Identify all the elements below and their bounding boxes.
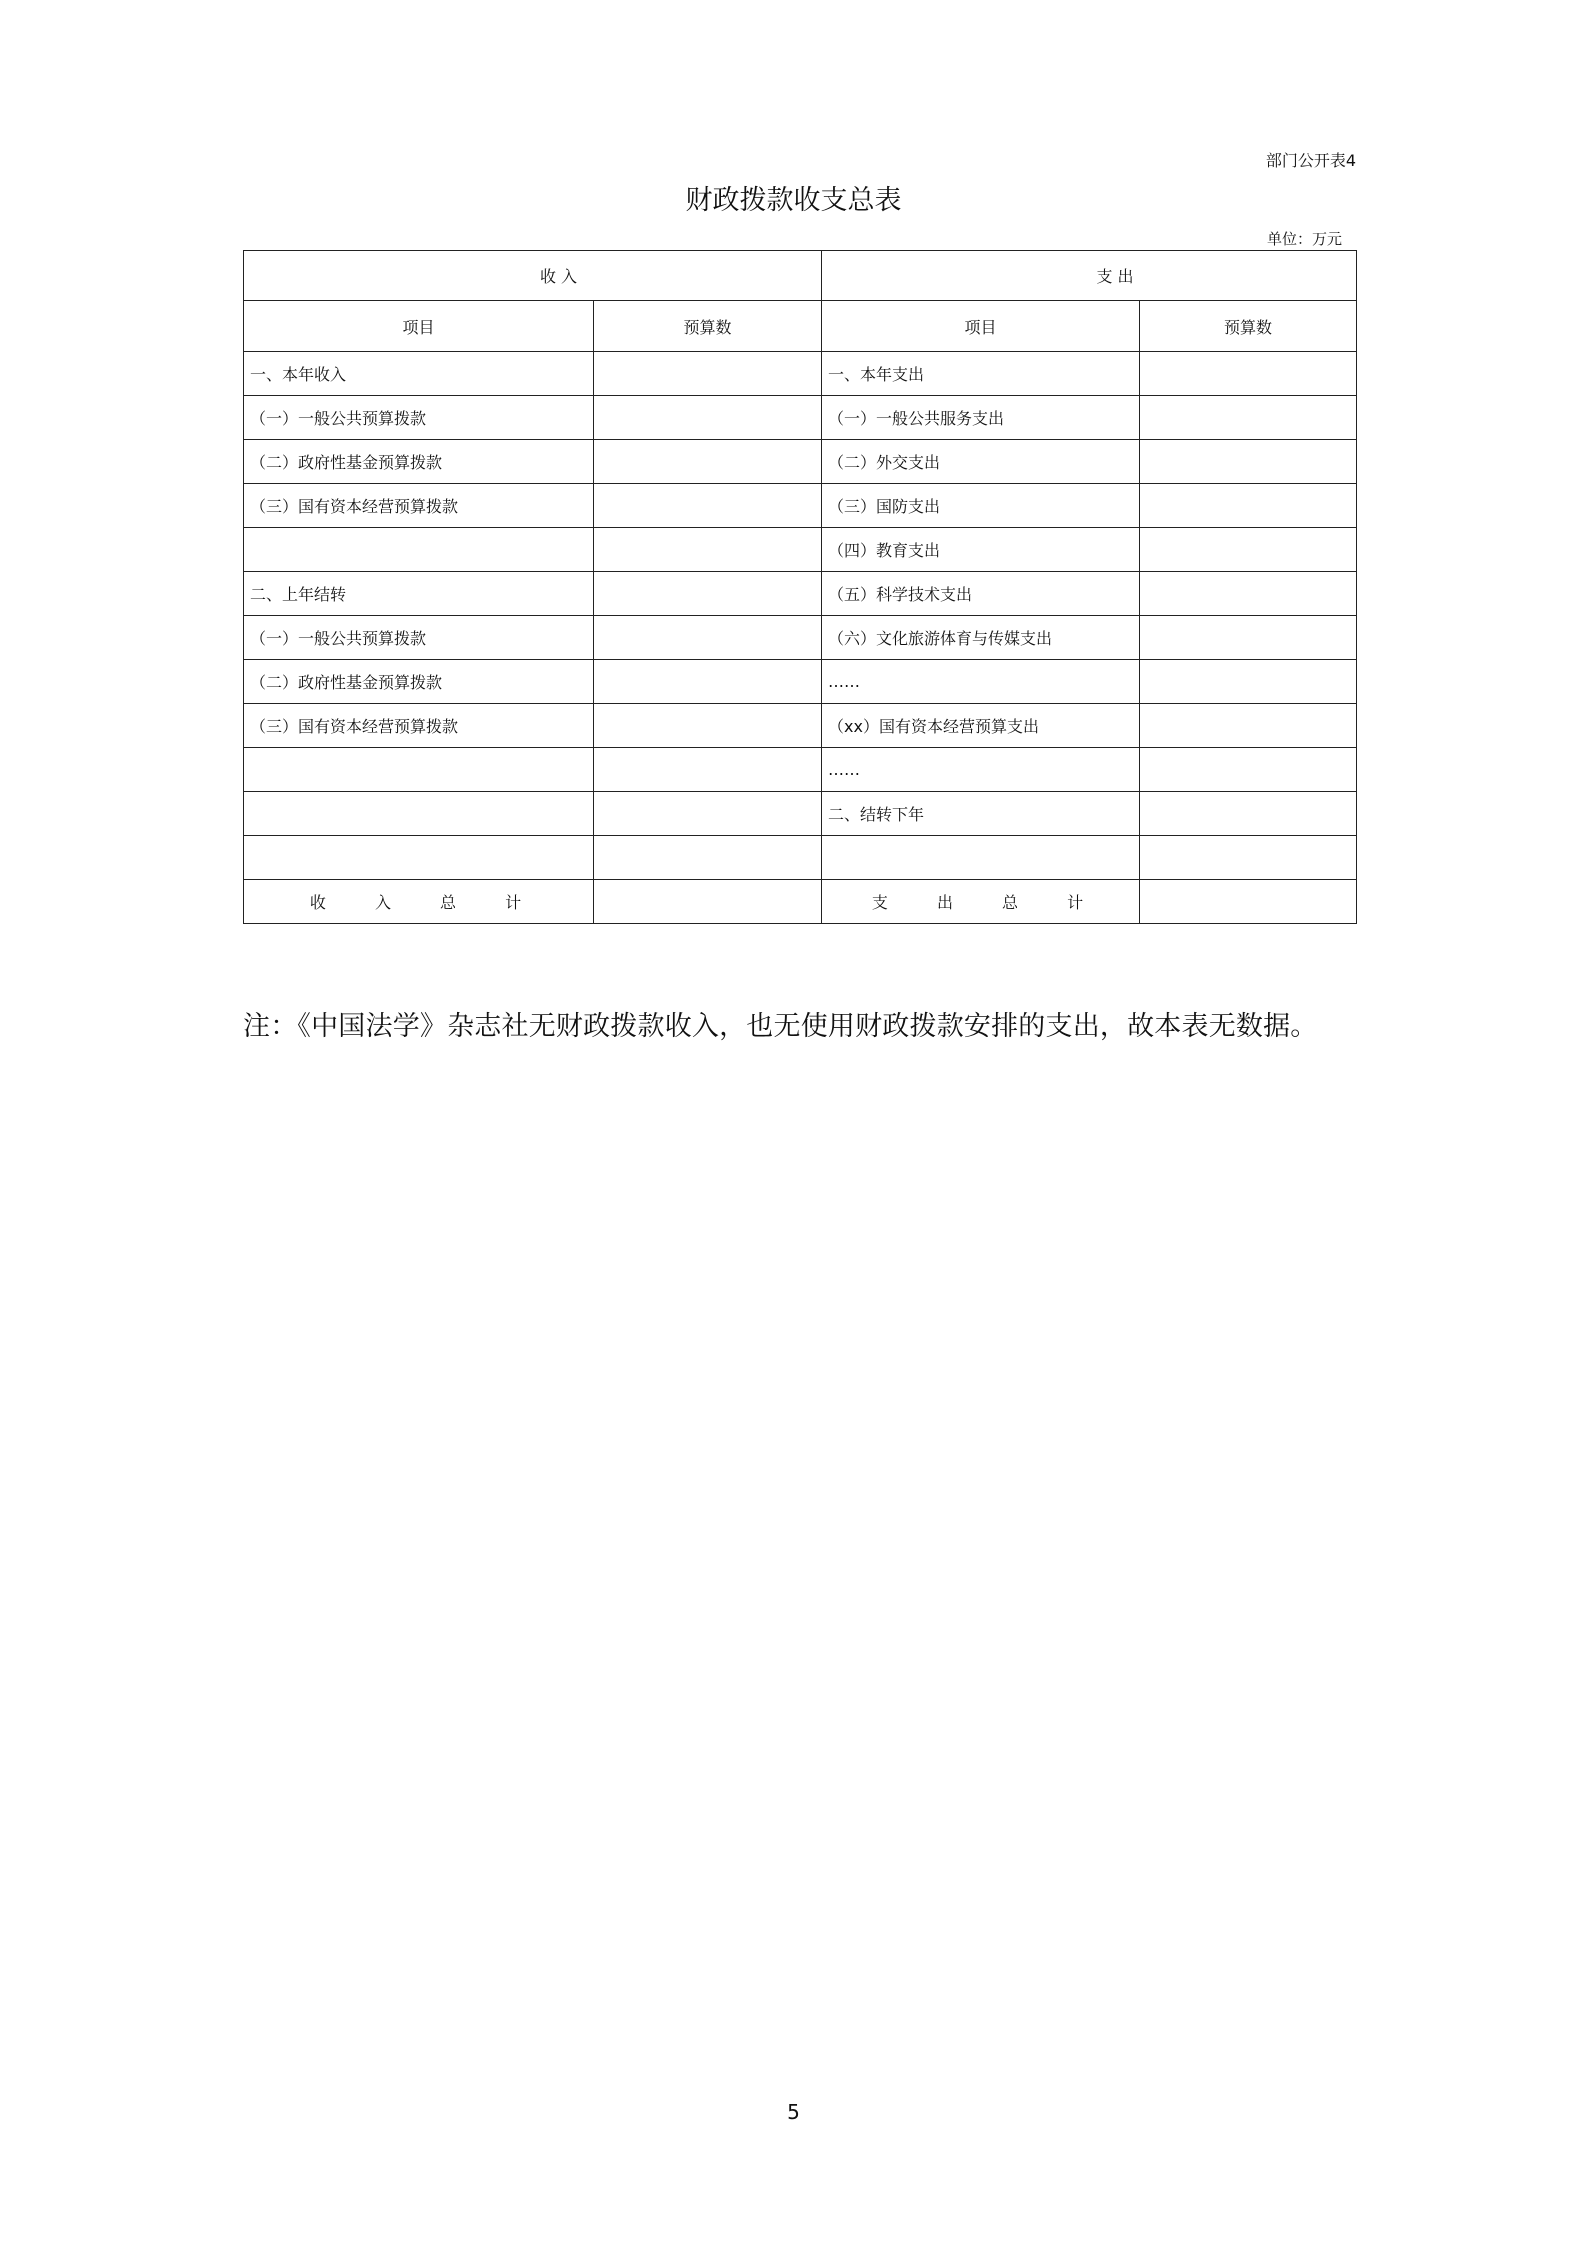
income-budget-cell [594, 396, 822, 440]
table-group-header-row [244, 251, 1357, 301]
table-row [244, 484, 1357, 528]
table-column-header-row [244, 301, 1357, 352]
footnote: 注：《中国法学》杂志社无财政拨款收入，也无使用财政拨款安排的支出，故本表无数据。 [243, 1011, 1318, 1042]
expense-budget-cell [1140, 396, 1357, 440]
expense-budget-cell [1140, 748, 1357, 792]
income-item-cell [244, 792, 594, 836]
income-item-cell: 二、上年结转 [244, 572, 594, 616]
expense-budget-cell [1140, 352, 1357, 396]
income-total-value [594, 880, 822, 924]
income-item-cell [244, 748, 594, 792]
expense-budget-cell [1140, 704, 1357, 748]
expense-budget-cell [1140, 616, 1357, 660]
expense-item-cell: （xx）国有资本经营预算支出 [822, 704, 1140, 748]
income-budget-cell [594, 836, 822, 880]
table-row [244, 836, 1357, 880]
table-row [244, 528, 1357, 572]
expense-item-cell: （五）科学技术支出 [822, 572, 1140, 616]
budget-table [243, 250, 1357, 924]
income-budget-cell [594, 748, 822, 792]
income-budget-cell [594, 352, 822, 396]
income-item-cell: （一）一般公共预算拨款 [244, 396, 594, 440]
income-budget-column-header: 预算数 [594, 301, 822, 352]
table-row [244, 440, 1357, 484]
income-item-cell: （二）政府性基金预算拨款 [244, 660, 594, 704]
table-row [244, 572, 1357, 616]
expense-item-cell: （四）教育支出 [822, 528, 1140, 572]
table-total-row [244, 880, 1357, 924]
expense-item-cell [822, 836, 1140, 880]
table-row [244, 616, 1357, 660]
expense-total-value [1140, 880, 1357, 924]
expense-budget-cell [1140, 792, 1357, 836]
expense-budget-cell [1140, 528, 1357, 572]
expense-item-cell: …… [822, 660, 1140, 704]
unit-label: 单位：万元 [1266, 230, 1342, 248]
income-budget-cell [594, 616, 822, 660]
income-item-cell: （二）政府性基金预算拨款 [244, 440, 594, 484]
expense-budget-cell [1140, 836, 1357, 880]
expense-total-label: 支 出 总 计 [822, 880, 1140, 924]
page-number: 5 [787, 2100, 800, 2124]
expense-item-column-header: 项目 [822, 301, 1140, 352]
income-budget-cell [594, 528, 822, 572]
expense-budget-cell [1140, 440, 1357, 484]
expense-budget-cell [1140, 660, 1357, 704]
expense-item-cell: （六）文化旅游体育与传媒支出 [822, 616, 1140, 660]
table-row [244, 792, 1357, 836]
income-item-cell [244, 836, 594, 880]
income-item-cell: （一）一般公共预算拨款 [244, 616, 594, 660]
income-item-cell: （三）国有资本经营预算拨款 [244, 704, 594, 748]
expense-item-cell: （一）一般公共服务支出 [822, 396, 1140, 440]
expense-item-cell: （三）国防支出 [822, 484, 1140, 528]
income-item-cell [244, 528, 594, 572]
income-budget-cell [594, 572, 822, 616]
income-budget-cell [594, 484, 822, 528]
income-budget-cell [594, 440, 822, 484]
income-item-column-header: 项目 [244, 301, 594, 352]
table-row [244, 352, 1357, 396]
document-tag: 部门公开表4 [1265, 151, 1356, 170]
expense-budget-cell [1140, 484, 1357, 528]
expense-item-cell: 一、本年支出 [822, 352, 1140, 396]
table-row [244, 748, 1357, 792]
table-row [244, 704, 1357, 748]
income-header: 收 入 [244, 251, 822, 301]
expense-header: 支 出 [822, 251, 1357, 301]
income-budget-cell [594, 660, 822, 704]
table-row [244, 396, 1357, 440]
income-budget-cell [594, 792, 822, 836]
income-total-label: 收 入 总 计 [244, 880, 594, 924]
page-title: 财政拨款收支总表 [685, 185, 902, 216]
expense-budget-column-header: 预算数 [1140, 301, 1357, 352]
expense-budget-cell [1140, 572, 1357, 616]
expense-item-cell: （二）外交支出 [822, 440, 1140, 484]
income-item-cell: （三）国有资本经营预算拨款 [244, 484, 594, 528]
income-budget-cell [594, 704, 822, 748]
income-item-cell: 一、本年收入 [244, 352, 594, 396]
expense-item-cell: …… [822, 748, 1140, 792]
expense-item-cell: 二、结转下年 [822, 792, 1140, 836]
table-row [244, 660, 1357, 704]
